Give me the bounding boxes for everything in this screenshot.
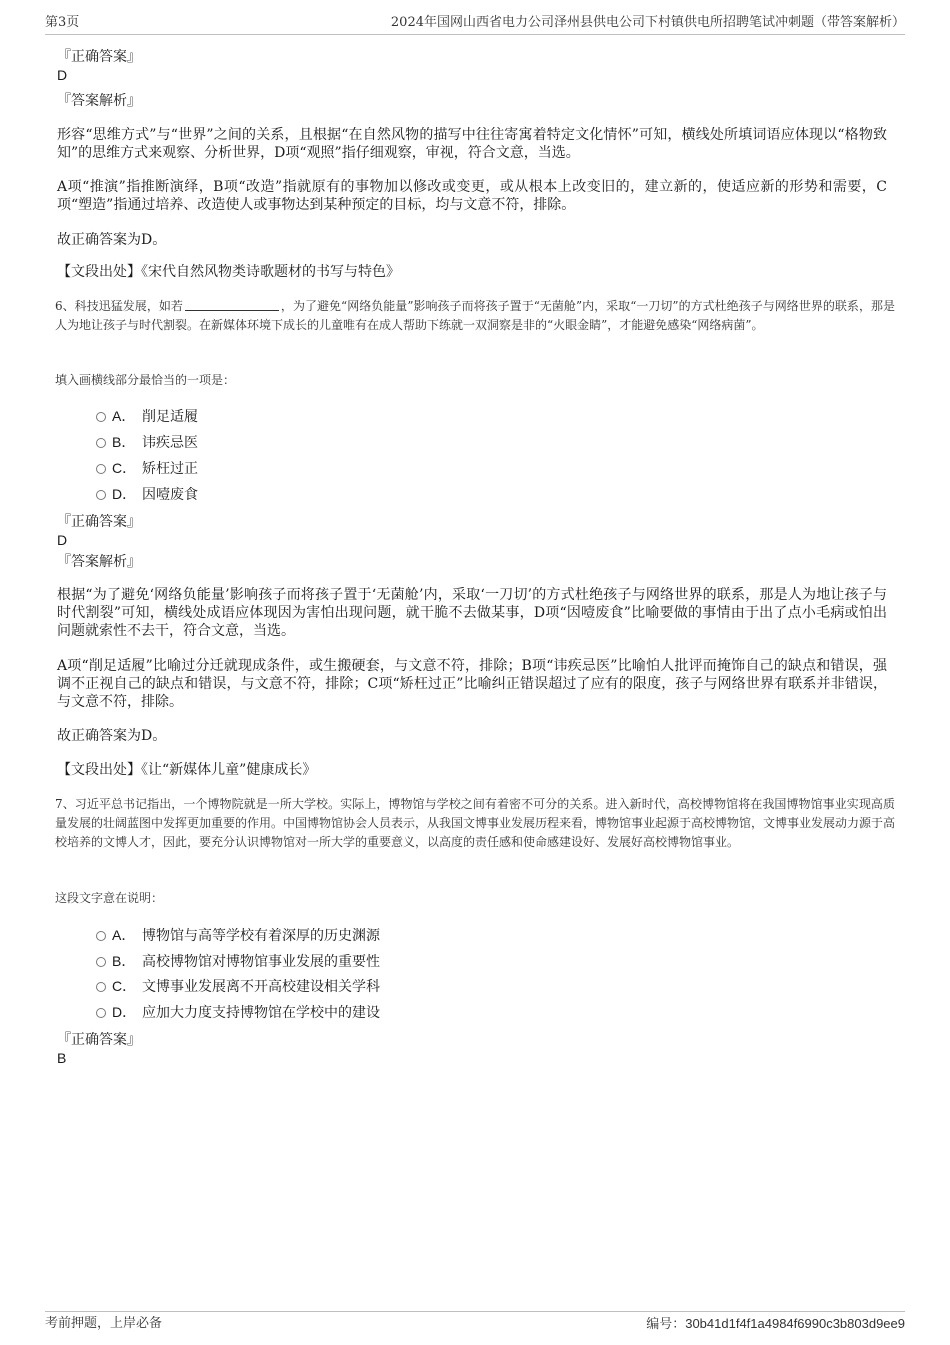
q6-stem-before: 6、科技迅猛发展，如若 xyxy=(55,299,183,313)
q7-prompt: 这段文字意在说明： xyxy=(55,891,164,905)
q7-option-a[interactable] xyxy=(96,926,380,945)
radio-icon[interactable] xyxy=(96,464,106,474)
q5-analysis-p1: 形容“思维方式”与“世界”之间的关系，且根据“在自然风物的描写中往往寄寓着特定文化情怀”可知，横线处所填词语应体现以“格物致知”的思维方式来观察、分析世界，D项“观照”指仔细观察，审视，符合文意，当选。 xyxy=(57,127,887,161)
source-label: 【文段出处】 xyxy=(57,762,141,778)
option-text: 应加大力度支持博物馆在学校中的建设 xyxy=(142,1005,380,1021)
option-text: 讳疾忌医 xyxy=(142,435,198,451)
q6-analysis-label: 『答案解析』 xyxy=(57,554,141,570)
q6-stem xyxy=(55,297,895,335)
option-text: 矫枉过正 xyxy=(142,461,198,477)
q7-answer: B xyxy=(57,1050,67,1066)
q6-analysis-p2: A项“削足适履”比喻过分迁就现成条件，或生搬硬套，与文意不符，排除；B项“讳疾忌医”比喻怕人批评而掩饰自己的缺点和错误，强调不正视自己的缺点和错误，与文意不符，排除；C项“矫枉过正”比喻纠正错误超过了应有的限度，孩子与网络世界有联系并非错误，与文意不符，排除。 xyxy=(57,658,887,710)
option-text: 博物馆与高等学校有着深厚的历史渊源 xyxy=(142,928,380,944)
option-text: 高校博物馆对博物馆事业发展的重要性 xyxy=(142,954,380,970)
q6-stem-after: ，为了避免“网络负能量”影响孩子而将孩子置于“无菌舱”内，采取“一刀切”的方式杜绝孩子与网络世界的联系，那是人为地让孩子与时代割裂。在新媒体环境下成长的儿童唯有在成人帮助下练就一双洞察是非的“火眼金睛”，才能避免感染“网络病菌”。 xyxy=(55,299,895,332)
option-letter: A． xyxy=(112,408,136,424)
q6-prompt: 填入画横线部分最恰当的一项是： xyxy=(55,373,236,387)
q6-answer: D xyxy=(57,532,68,548)
q6-analysis-p3: 故正确答案为D。 xyxy=(57,728,167,744)
q5-analysis-label: 『答案解析』 xyxy=(57,93,141,109)
page-footer xyxy=(45,1311,905,1334)
q5-analysis-p2: A项“推演”指推断演绎，B项“改造”指就原有的事物加以修改或变更，或从根本上改变旧的，建立新的，使适应新的形势和需要，C项“塑造”指通过培养、改造使人或事物达到某种预定的目标，均与文意不符，排除。 xyxy=(57,179,887,213)
radio-icon[interactable] xyxy=(96,982,106,992)
option-letter: A． xyxy=(112,927,136,943)
q6-option-a[interactable] xyxy=(96,407,198,426)
document-title: 2024年国网山西省电力公司泽州县供电公司下村镇供电所招聘笔试冲刺题（带答案解析） xyxy=(390,15,905,30)
footer-slogan: 考前押题，上岸必备 xyxy=(45,1316,163,1331)
option-text: 削足适履 xyxy=(142,409,198,425)
radio-icon[interactable] xyxy=(96,1008,106,1018)
q5-answer: D xyxy=(57,67,68,83)
q6-correct-label: 『正确答案』 xyxy=(57,514,141,530)
q7-option-b[interactable] xyxy=(96,952,380,971)
q5-source xyxy=(57,263,887,281)
radio-icon[interactable] xyxy=(96,490,106,500)
radio-icon[interactable] xyxy=(96,412,106,422)
option-letter: C． xyxy=(112,978,137,994)
q6-analysis-p1: 根据“为了避免‘网络负能量’影响孩子而将孩子置于‘无菌舱’内，采取‘一刀切’的方式杜绝孩子与网络世界的联系，那是人为地让孩子与时代割裂”可知，横线处成语应体现因为害怕出现问题，就干脆不去做某事，D项“因噎废食”比喻要做的事情由于出了点小毛病或怕出问题就索性不去干，符合文意，当选。 xyxy=(57,587,887,639)
page-header xyxy=(45,14,905,35)
q7-option-c[interactable] xyxy=(96,977,380,996)
source-title: 《宋代自然风物类诗歌题材的书写与特色》 xyxy=(141,264,400,280)
q6-source xyxy=(57,761,887,779)
radio-icon[interactable] xyxy=(96,438,106,448)
source-title: 《让“新媒体儿童”健康成长》 xyxy=(141,762,317,778)
option-letter: D． xyxy=(112,486,137,502)
option-text: 文博事业发展离不开高校建设相关学科 xyxy=(142,979,380,995)
source-label: 【文段出处】 xyxy=(57,264,141,280)
q7-correct-label: 『正确答案』 xyxy=(57,1032,141,1048)
radio-icon[interactable] xyxy=(96,957,106,967)
q6-option-d[interactable] xyxy=(96,485,198,504)
footer-code-value: 30b41d1f4f1a4984f6990c3b803d9ee9 xyxy=(685,1316,905,1331)
radio-icon[interactable] xyxy=(96,931,106,941)
q6-option-c[interactable] xyxy=(96,459,198,478)
option-letter: D． xyxy=(112,1004,137,1020)
q6-option-b[interactable] xyxy=(96,433,198,452)
q7-stem: 7、习近平总书记指出，一个博物院就是一所大学校。实际上，博物馆与学校之间有着密不可分的关系。进入新时代，高校博物馆将在我国博物馆事业实现高质量发展的壮阔蓝图中发挥更加重要的作用。中国博物馆协会人员表示，从我国文博事业发展历程来看，博物馆事业起源于高校博物馆，文博事业发展动力源于高校培养的文博人才，因此，要充分认识博物馆对一所大学的重要意义，以高度的责任感和使命感建设好、发展好高校博物馆事业。 xyxy=(55,797,896,849)
q7-option-d[interactable] xyxy=(96,1003,380,1022)
option-letter: B． xyxy=(112,953,136,969)
footer-code xyxy=(646,1314,905,1335)
footer-code-label: 编号： xyxy=(646,1317,686,1332)
page-number: 第3页 xyxy=(45,15,80,30)
option-text: 因噎废食 xyxy=(142,487,198,503)
option-letter: B． xyxy=(112,434,136,450)
q5-correct-label: 『正确答案』 xyxy=(57,49,141,65)
q5-analysis-p3: 故正确答案为D。 xyxy=(57,232,167,248)
option-letter: C． xyxy=(112,460,137,476)
q6-blank xyxy=(185,298,279,311)
